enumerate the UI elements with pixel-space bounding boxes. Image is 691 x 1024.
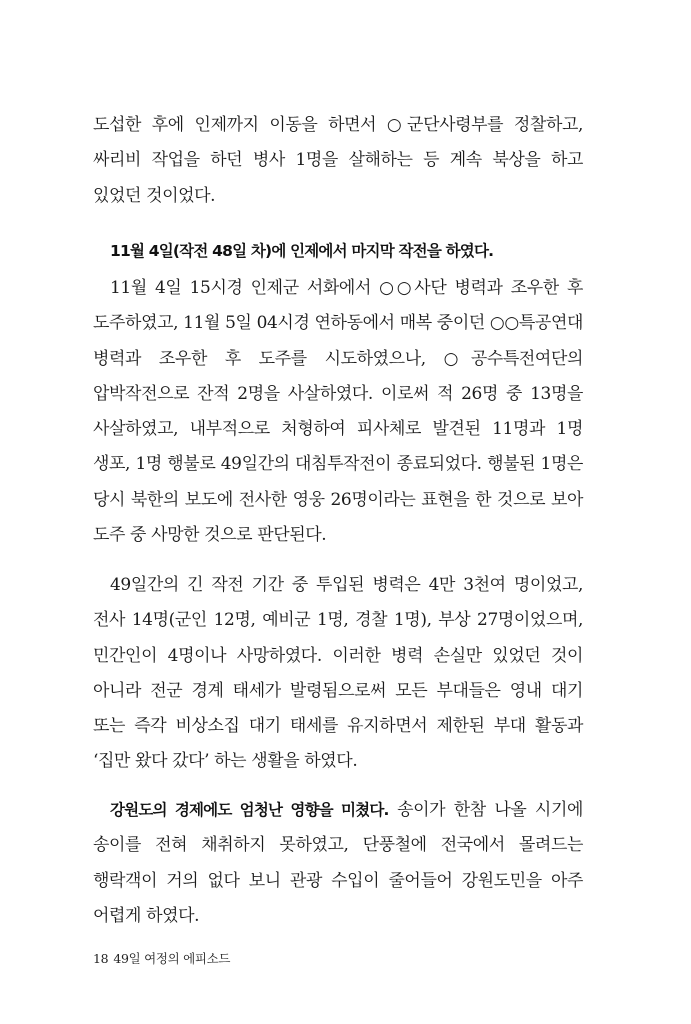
paragraph-casualties xyxy=(93,568,583,780)
paragraph-text: 11월 4일 15시경 인제군 서화에서 ○○사단 병력과 조우한 후 도주하였고, 11월 5일 04시경 연하동에서 매복 중이던 ○○특공연대 병력과 조우한 후 도주를 시도하였으나, ○공수특전여단의 압박작전으로 잔적 2명을 사살하였다. 이로써 적 26명 중 13명을 사살하였고, 내부적으로 처형하여 피사체로 발견된 11명과 1명 생포, 1명 행불로 49일간의 대침투작전이 종료되었다. 행불된 1명은 당시 북한의 보도에 전사한 영웅 26명이라는 표현을 한 것으로 보아 도주 중 사망한 것으로 판단된다. xyxy=(93,278,583,546)
paragraph-economy xyxy=(93,793,583,934)
section-heading: 11월 4일(작전 48일 차)에 인제에서 마지막 작전을 하였다. xyxy=(110,242,494,260)
paragraph-text: 도섭한 후에 인제까지 이동을 하면서 ○군단사령부를 정찰하고, 싸리비 작업을 하던 병사 1명을 살해하는 등 계속 북상을 하고 있었던 것이었다. xyxy=(93,115,583,206)
paragraph-text xyxy=(93,793,583,934)
paragraph-continuation xyxy=(93,108,583,214)
paragraph-operation-end xyxy=(93,271,583,553)
page-number: 18 xyxy=(93,951,109,966)
book-title: 49일 여정의 에피소드 xyxy=(113,951,231,966)
paragraph-lead-bold: 강원도의 경제에도 엄청난 영향을 미쳤다. xyxy=(110,801,389,819)
page-footer xyxy=(93,951,230,967)
paragraph-text: 49일간의 긴 작전 기간 중 투입된 병력은 4만 3천여 명이었고, 전사 14명(군인 12명, 예비군 1명, 경찰 1명), 부상 27명이었으며, 민간인이 4명이나 사망하였다. 이러한 병력 손실만 있었던 것이 아니라 전군 경계 태세가 발령됨으로써 모든 부대들은 영내 대기 또는 즉각 비상소집 대기 태세를 유지하면서 제한된 부대 활동과 ‘집만 왔다 갔다’ 하는 생활을 하였다. xyxy=(93,575,583,772)
paragraph-rest: 송이가 한참 나올 시기에 송이를 전혀 채취하지 못하였고, 단풍철에 전국에서 몰려드는 행락객이 거의 없다 보니 관광 수입이 줄어들어 강원도민을 아주 어렵게 하였다. xyxy=(93,800,583,926)
